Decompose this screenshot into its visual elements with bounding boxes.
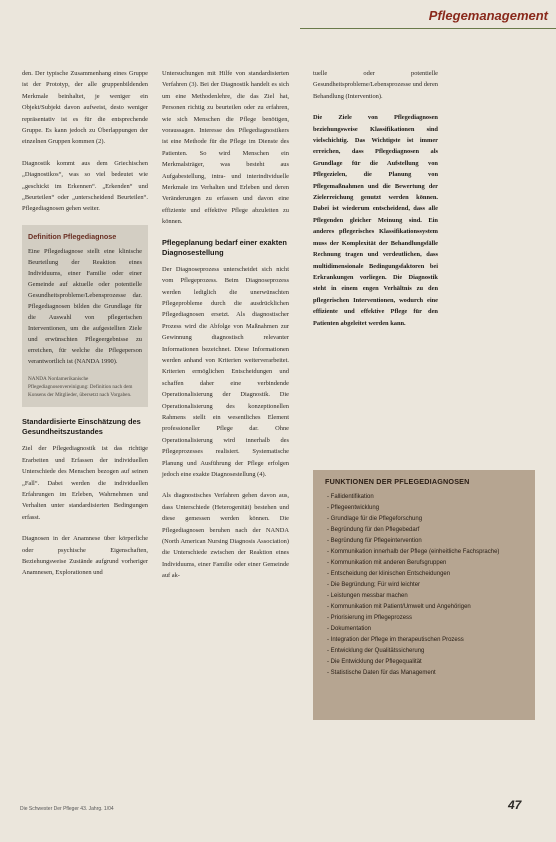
functions-box: [313, 470, 535, 720]
text-column-1: [22, 68, 148, 589]
paragraph: Untersuchungen mit Hilfe von standardisierten Verfahren (3). Bei der Diagnostik handelt es sich um eine Methodenlehre, die das Ziel hat, Personen richtig zu beurteilen oder zu erfahren, wie sich Menschen die Pflege benötigen, voraussagen. Interesse des Pflegediagnostikers ist eine Methode für die Pflege im Dienste des Patienten. So wird Menschen ein Merkmalsträger, was besteht aus Aufgabestellung, intra- und interindividuelle Merkmale im Verhalten und Erleben und deren Veränderungen zu erfassen und davon eine effiziente und effektive Pflege abzuleiten zu können.: [162, 70, 289, 226]
definition-source: NANDA Nordamerikanische Pflegediagnosenvereinigung: Definition nach dem Konsens der Mitglieder, übersetzt nach Vorgaben.: [28, 376, 133, 399]
paragraph: Diagnosen in der Anamnese über körperliche oder psychische Eigenschaften, Beziehungsweise Zustände aufgrund vorheriger Anamnesen, Explorationen und: [22, 535, 148, 577]
list-item: - Kommunikation innerhalb der Pflege (einheitliche Fachsprache): [327, 549, 500, 555]
journal-footer: Die Schwester Der Pfleger 43. Jahrg. 1/04: [20, 806, 114, 812]
definition-box: [22, 225, 148, 407]
bold-paragraph: Die Ziele von Pflegediagnosen beziehungsweise Klassifikationen sind vielschichtig. Das Wichtigste ist immer erreichen, dass Pflegediagnosen als Grundlage für die Aufstellung von Pflegezielen, die Planung von Pflegemaßnahmen und die Bewertung der Zielerreichung genutzt werden können. Dabei ist wiederum entscheidend, dass alle Pflegenden gleicher Meinung sind. Ein anderes pflegerisches Klassifikationssystem muss der Komplexität der Behandlungsfälle Rechnung tragen und verdeutlichen, dass multidimensionale Bedingungsfaktoren bei Erkrankungen vorliegen. Die Diagnostik steht in einem engen Verhältnis zu den pflegerischen Interventionen, wodurch eine effiziente und effektive Pflege für den Patienten abgeleitet werden kann.: [313, 114, 438, 327]
section-title: Pflegemanagement: [428, 8, 548, 23]
list-item: - Grundlage für die Pflegeforschung: [327, 516, 423, 522]
list-item: - Leistungen messbar machen: [327, 593, 408, 599]
list-item: - Fallidentifikation: [327, 494, 374, 500]
list-item: - Entscheidung der klinischen Entscheidungen: [327, 571, 451, 577]
list-item: - Die Entwicklung der Pflegequalität: [327, 659, 422, 665]
list-item: - Priorisierung im Pflegeprozess: [327, 615, 413, 621]
running-header: [300, 6, 556, 29]
list-item: - Pflegeentwicklung: [327, 505, 380, 511]
list-item: - Dokumentation: [327, 626, 372, 632]
definition-text: Eine Pflegediagnose stellt eine klinische Beurteilung der Reaktion eines Individuums, einer Familie oder einer Gemeinde auf aktuelle oder potentielle Gesundheitsprobleme/Lebensprozesse dar. Pflegediagnosen bilden die Grundlage für die Auswahl von pflegerischen Interventionen, um die aufgestellten Ziele und erwünschten Pflegeergebnisse zu erreichen, für welche die Pflegeperson verantwortlich ist (NANDA 1990).: [28, 248, 142, 366]
paragraph: den. Der typische Zusammenhang eines Gruppe ist der Prototyp, der alle gruppenbildenden Merkmale beinhaltet, je weniger ein Objekt/Subjekt davon aufweist, desto weniger repräsentativ ist es für die entsprechende Gruppe. Es kann jedoch zu Überlappungen der einzelnen Gruppen kommen (2).: [22, 70, 148, 146]
list-item: - Die Begründung; Für wird leichter: [327, 582, 421, 588]
list-item: - Begründung für den Pflegebedarf: [327, 527, 420, 533]
page-number: 47: [508, 798, 522, 812]
paragraph: Diagnostik kommt aus dem Griechischen „Diagnostikos“, was so viel bedeutet wie „geschickt im Erkennen“. „Erkenden“ und „Beurteilen“ oder „unterscheidend Beurteilen“. Pflegediagnosen gehen weiter.: [22, 159, 148, 213]
functions-list: [313, 492, 535, 679]
text-column-2: [162, 68, 289, 592]
list-item: - Entwicklung der Qualitätssicherung: [327, 648, 425, 654]
functions-title: FUNKTIONEN DER PFLEGEDIAGNOSEN: [325, 477, 470, 486]
section-heading: Standardisierte Einschätzung des Gesundheitszustandes: [22, 417, 141, 437]
paragraph: tuelle oder potentielle Gesundheitsprobleme/Lebensprozesse und deren Behandlung (Intervention).: [313, 70, 438, 100]
paragraph: Als diagnostisches Verfahren gehen davon aus, dass Unterschiede (Heterogenität) bestehen und diese gemessen werden können. Die Pflegediagnosen beruhen nach der NANDA (North American Nursing Diagnosis Association) die Unterschiede zwischen der Reaktion eines Individuums, einer Familie oder einer Gemeinde auf ak-: [162, 492, 289, 580]
text-column-3: [313, 68, 438, 339]
list-item: - Kommunikation mit anderen Berufsgruppen: [327, 560, 447, 566]
section-heading: Pflegeplanung bedarf einer exakten Diagnosestellung: [162, 237, 287, 257]
definition-heading: Definition Pflegediagnose: [28, 231, 117, 241]
list-item: - Integration der Pflege im therapeutischen Prozess: [327, 637, 464, 643]
list-item: - Kommunikation mit Patient/Umwelt und Angehörigen: [327, 604, 471, 610]
list-item: - Begründung für Pflegeintervention: [327, 538, 422, 544]
list-item: - Statistische Daten für das Management: [327, 670, 436, 676]
paragraph: Der Diagnoseprozess unterscheidet sich nicht vom Pflegeprozess. Beim Diagnoseprozess werden lediglich die unerwünschten Pflegeprobleme durch die ausdrücklichen Pflegediagnosen ersetzt. Als diagnostischer Prozess wird die Abfolge von Maßnahmen zur Gewinnung diagnostisch relevanter Informationen bezeichnet. Diese Informationen werden anhand von Kriterien weiterverarbeitet. Kriterien ermöglichen Entscheidungen und schaffen daher eine verbindende Operationalisierung der Diagnostik. Die Operationalisierung des konzeptionellen Rahmens stellt ein wesentliches Element professioneller Pflege dar. Ohne Operationalisierung wird innerhalb des Pflegeprozesses realisiert. Systematische Planung und Ausführung der Pflege erfolgen jedoch eine exakte Diagnosestellung (4).: [162, 265, 289, 478]
paragraph: Ziel der Pflegediagnostik ist das richtige Erarbeiten und Erfassen der individuellen Unterschiede des Menschen bezogen auf seinen „Fall“. Dabei werden die individuellen Erfahrungen im Erleben, Wahrnehmen und Verhalten unter standardisierten Bedingungen erfasst.: [22, 445, 148, 521]
